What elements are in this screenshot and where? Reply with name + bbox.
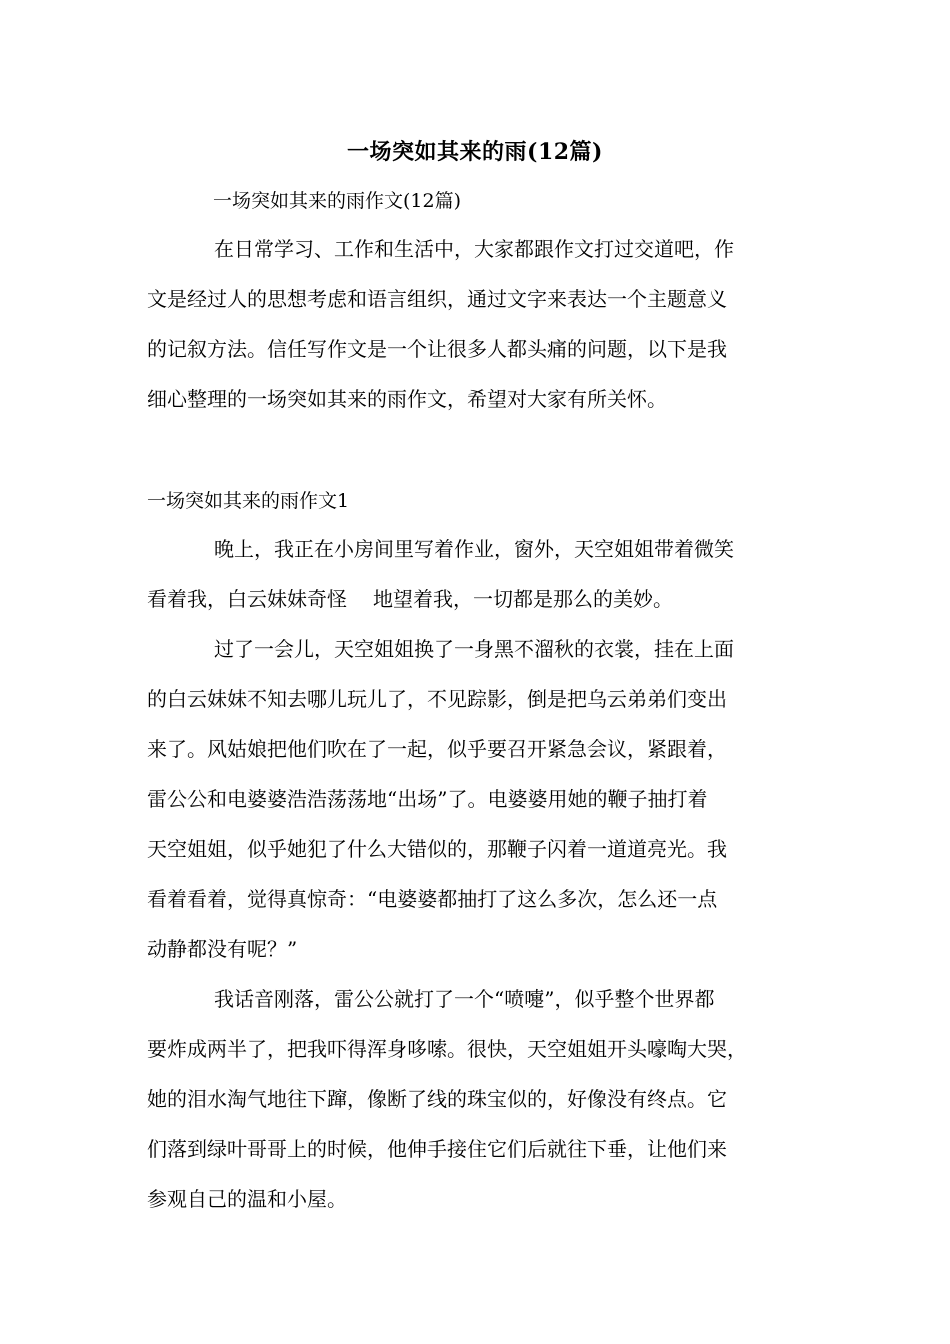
- paragraph-line: [147, 574, 817, 624]
- paragraph-line: 我话音刚落，雷公公就打了一个“喷嚏”，似乎整个世界都: [214, 987, 715, 1011]
- document-subtitle: 一场突如其来的雨作文(12篇): [213, 190, 462, 212]
- paragraph-line: 看着看着，觉得真惊奇：“电婆婆都抽打了这么多次，怎么还一点: [147, 887, 718, 911]
- paragraph-line-part: 地望着我，一切都是那么的美妙。: [373, 587, 673, 611]
- paragraph-line: 参观自己的温和小屋。: [147, 1187, 347, 1211]
- paragraph-line-part: 看着我，白云妹妹奇怪: [147, 587, 347, 611]
- paragraph-line: 过了一会儿，天空姐姐换了一身黑不溜秋的衣裳，挂在上面: [214, 637, 734, 661]
- paragraph-line: 她的泪水淘气地往下蹿，像断了线的珠宝似的，好像没有终点。它: [147, 1087, 727, 1111]
- section1-paragraph-2: [147, 624, 817, 974]
- paragraph-line: 们落到绿叶哥哥上的时候，他伸手接住它们后就往下垂，让他们来: [147, 1137, 727, 1161]
- paragraph-line: 动静都没有呢？”: [147, 937, 298, 961]
- paragraph-line: 来了。风姑娘把他们吹在了一起，似乎要召开紧急会议，紧跟着，: [147, 737, 727, 761]
- section1-paragraph-3: [147, 974, 817, 1224]
- intro-line: 的记叙方法。信任写作文是一个让很多人都头痛的问题，以下是我: [147, 337, 727, 361]
- paragraph-line: 天空姐姐，似乎她犯了什么大错似的，那鞭子闪着一道道亮光。我: [147, 837, 727, 861]
- paragraph-line: 雷公公和电婆婆浩浩荡荡地“出场”了。电婆婆用她的鞭子抽打着: [147, 787, 708, 811]
- section1-paragraph-1: [147, 524, 817, 624]
- paragraph-line: 晚上，我正在小房间里写着作业，窗外，天空姐姐带着微笑: [214, 537, 734, 561]
- paragraph-line: 要炸成两半了，把我吓得浑身哆嗦。很快，天空姐姐开头嚎啕大哭，: [147, 1037, 747, 1061]
- intro-line: 在日常学习、工作和生活中，大家都跟作文打过交道吧，作: [214, 237, 734, 261]
- document-title: 一场突如其来的雨(12篇): [347, 139, 603, 165]
- paragraph-line: 的白云妹妹不知去哪儿玩儿了，不见踪影，倒是把乌云弟弟们变出: [147, 687, 727, 711]
- intro-line: 文是经过人的思想考虑和语言组织，通过文字来表达一个主题意义: [147, 287, 727, 311]
- section-heading: 一场突如其来的雨作文1: [147, 490, 350, 512]
- intro-paragraph: [147, 224, 817, 424]
- intro-line: 细心整理的一场突如其来的雨作文，希望对大家有所关怀。: [147, 387, 667, 411]
